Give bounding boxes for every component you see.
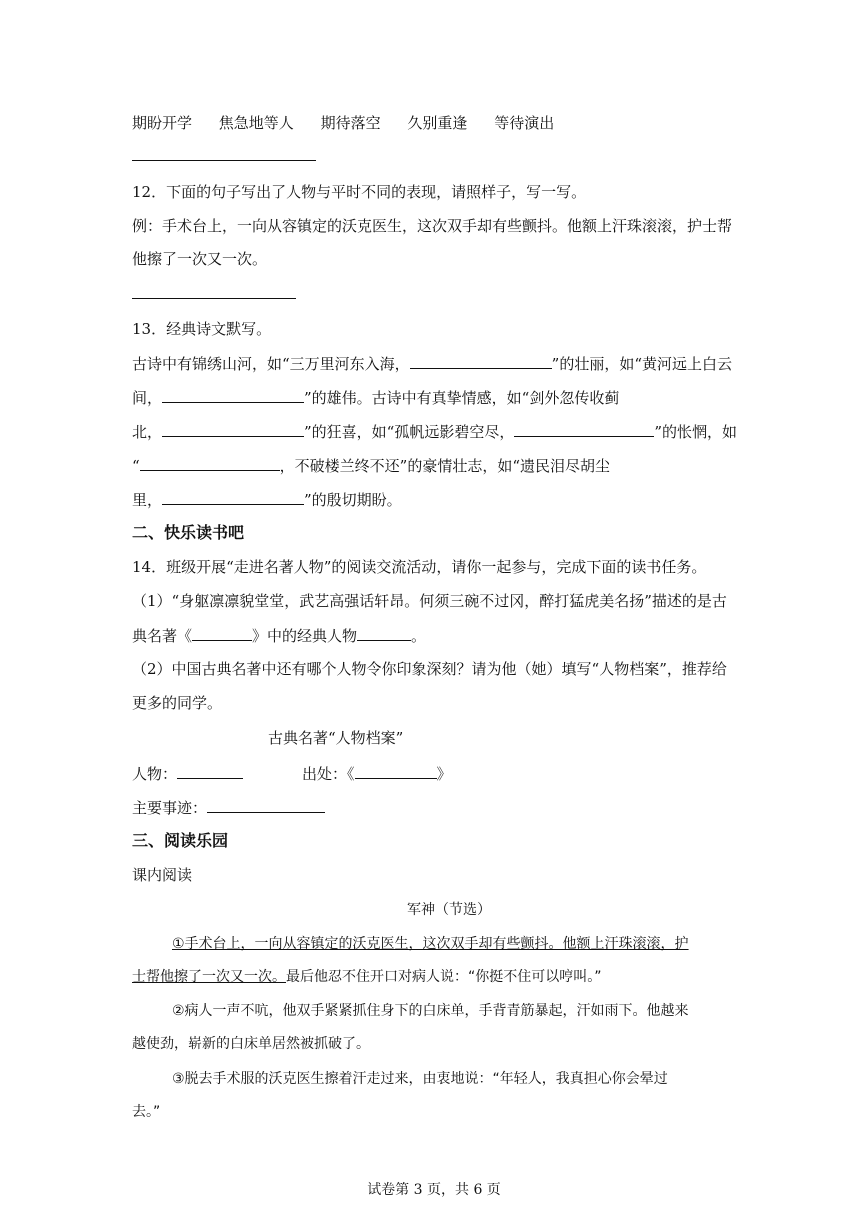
passage-p3-line1: ③脱去手术服的沃克医生擦着汗走过来，由衷地说：“年轻人，我真担心你会晕过: [172, 1071, 668, 1087]
source-label: 出处：《: [302, 765, 355, 783]
underlined-sentence: 士帮他擦了一次又一次。: [132, 969, 286, 985]
q13-line1: [132, 352, 732, 375]
passage-text: 最后他忍不住开口对病人说：“你挺不住可以哼叫。”: [286, 969, 602, 985]
passage-p3-line2: 去。”: [132, 1104, 161, 1120]
passage-p1-line1: [172, 933, 689, 955]
q13-text: “: [132, 457, 140, 475]
q12-example-line2: 他擦了一次又一次。: [132, 250, 268, 268]
archive-deeds-row: [132, 796, 325, 819]
answer-line[interactable]: [132, 160, 316, 161]
q14-text: 。: [411, 627, 427, 645]
q13-text: 间，: [132, 389, 163, 407]
answer-line[interactable]: [132, 298, 296, 299]
person-blank[interactable]: [177, 762, 243, 779]
word-item: 期盼开学: [132, 114, 193, 132]
passage-p1-line2: [132, 966, 602, 988]
deeds-label: 主要事迹：: [132, 799, 208, 817]
word-item: 期待落空: [320, 114, 381, 132]
q13-text: 古诗中有锦绣山河，如“三万里河东入海，: [132, 355, 410, 373]
q13-line2: [132, 386, 619, 409]
poem-blank[interactable]: [410, 352, 552, 369]
passage-title-text: 军神（节选）: [407, 902, 491, 918]
q13-prompt: 13．经典诗文默写。: [132, 320, 272, 338]
section-heading: 二、快乐读书吧: [132, 523, 245, 542]
q13-text: 里，: [132, 491, 163, 509]
q14-part2-line1: （2）中国古典名著中还有哪个人物令你印象深刻？请为他（她）填写“人物档案”，推荐给: [132, 660, 727, 678]
q13-text: ”的狂喜，如“孤帆远影碧空尽，: [304, 423, 515, 441]
poem-blank[interactable]: [162, 420, 304, 437]
q13-text: 北，: [132, 423, 163, 441]
poem-blank[interactable]: [140, 454, 280, 471]
page-footer: 试卷第 3 页，共 6 页: [367, 1182, 501, 1198]
underlined-sentence: ①手术台上，一向从容镇定的沃克医生，这次双手却有些颤抖。他额上汗珠滚滚，护: [172, 936, 689, 952]
q13-text: ”的怅惘，如: [654, 423, 738, 441]
section-heading: 三、阅读乐园: [132, 831, 229, 850]
q14-prompt: 14．班级开展“走进名著人物”的阅读交流活动，请你一起参与，完成下面的读书任务。: [132, 558, 707, 576]
passage-title: [0, 899, 868, 919]
poem-blank[interactable]: [514, 420, 654, 437]
poem-blank[interactable]: [162, 386, 304, 403]
q13-line4: [132, 454, 610, 477]
source-blank[interactable]: [355, 762, 437, 779]
deeds-blank[interactable]: [207, 796, 325, 813]
q14-part1-line2: [132, 624, 426, 647]
reading-label: 课内阅读: [132, 866, 193, 884]
q12-example-line1: 例：手术台上，一向从容镇定的沃克医生，这次双手却有些颤抖。他额上汗珠滚滚，护士帮: [132, 217, 733, 235]
word-list: [132, 112, 554, 134]
word-item: 等待演出: [494, 114, 555, 132]
person-label: 人物：: [132, 765, 178, 783]
book-title-blank[interactable]: [192, 624, 252, 641]
q13-text: ，不破楼兰终不还”的豪情壮志，如“遗民泪尽胡尘: [279, 457, 611, 475]
poem-blank[interactable]: [162, 488, 304, 505]
q13-line5: [132, 488, 402, 511]
q13-text: ”的殷切期盼。: [304, 491, 402, 509]
archive-person-row: [132, 762, 243, 785]
q13-text: ”的壮丽，如“黄河远上白云: [551, 355, 733, 373]
q14-text: 》中的经典人物: [252, 627, 358, 645]
q14-text: 典名著《: [132, 627, 193, 645]
passage-p2-line1: ②病人一声不吭，他双手紧紧抓住身下的白床单，手背青筋暴起，汗如雨下。他越来: [172, 1003, 689, 1019]
archive-title: 古典名著“人物档案”: [268, 729, 404, 747]
character-blank[interactable]: [357, 624, 411, 641]
q12-prompt: 12．下面的句子写出了人物与平时不同的表现，请照样子，写一写。: [132, 183, 587, 201]
word-item: 久别重逢: [407, 114, 468, 132]
q13-line3: [132, 420, 737, 443]
q14-part1-line1: （1）“身躯凛凛貌堂堂，武艺高强话轩昂。何须三碗不过冈，醉打猛虎美名扬”描述的是古: [132, 592, 727, 610]
q13-text: ”的雄伟。古诗中有真挚情感，如“剑外忽传收蓟: [304, 389, 620, 407]
q14-part2-line2: 更多的同学。: [132, 694, 223, 712]
archive-source-row: [302, 762, 452, 785]
source-close: 》: [436, 765, 452, 783]
passage-p2-line2: 越使劲，崭新的白床单居然被抓破了。: [132, 1036, 370, 1052]
word-item: 焦急地等人: [218, 114, 294, 132]
